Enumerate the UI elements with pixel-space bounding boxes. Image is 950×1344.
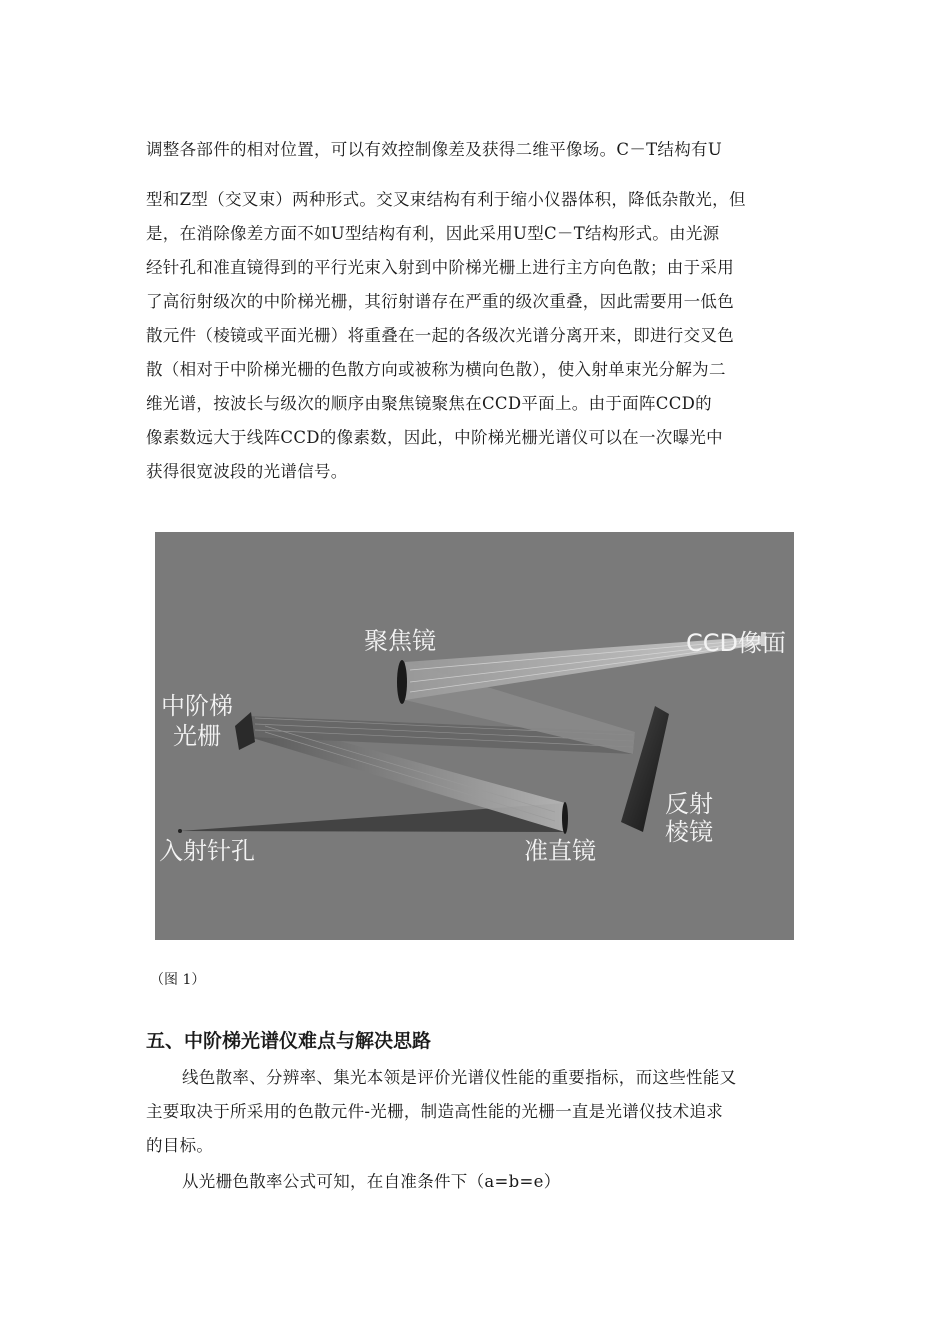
text-line: 了高衍射级次的中阶梯光栅，其衍射谱存在严重的级次重叠，因此需要用一低色: [146, 292, 734, 311]
collimator-element: [562, 802, 568, 834]
reflecting-prism-element: [621, 706, 669, 832]
label-ccd-plane: CCD像面: [686, 629, 786, 657]
label-echelle-line2: 光栅: [173, 722, 221, 750]
paragraph-1: [146, 133, 808, 167]
optical-layout-svg: [155, 532, 794, 940]
paragraph-2: [146, 183, 808, 489]
text-line: 获得很宽波段的光谱信号。: [146, 462, 348, 481]
text-line: 散元件（棱镜或平面光栅）将重叠在一起的各级次光谱分离开来，即进行交叉色: [146, 326, 734, 345]
focusing-mirror-element: [397, 660, 407, 704]
label-entrance-pinhole: 入射针孔: [159, 837, 255, 865]
label-prism-line1: 反射: [665, 790, 713, 818]
text-line: 经针孔和准直镜得到的平行光束入射到中阶梯光栅上进行主方向色散；由于采用: [146, 258, 734, 277]
text-line: 从光栅色散率公式可知，在自准条件下（a=b=e）: [182, 1172, 561, 1191]
label-collimator: 准直镜: [524, 837, 596, 865]
label-prism-line2: 棱镜: [665, 818, 713, 846]
text-line: 像素数远大于线阵CCD的像素数，因此，中阶梯光栅光谱仪可以在一次曝光中: [146, 428, 723, 447]
text-line: 主要取决于所采用的色散元件-光栅，制造高性能的光栅一直是光谱仪技术追求: [146, 1102, 724, 1121]
text-line: 线色散率、分辨率、集光本领是评价光谱仪性能的重要指标，而这些性能又: [182, 1068, 737, 1087]
text-line: 散（相对于中阶梯光栅的色散方向或被称为横向色散），使入射单束光分解为二: [146, 360, 726, 379]
text-line: 是，在消除像差方面不如U型结构有利，因此采用U型C－T结构形式。由光源: [146, 224, 720, 243]
label-focusing-mirror: 聚焦镜: [364, 627, 436, 655]
section-heading: 五、中阶梯光谱仪难点与解决思路: [146, 1030, 432, 1052]
text-line: 的目标。: [146, 1136, 214, 1155]
paragraph-3: [146, 1061, 808, 1163]
figure-caption: （图 1）: [150, 972, 206, 988]
text-line: 维光谱，按波长与级次的顺序由聚焦镜聚焦在CCD平面上。由于面阵CCD的: [146, 394, 712, 413]
text-line: 调整各部件的相对位置，可以有效控制像差及获得二维平像场。C－T结构有U: [146, 140, 723, 159]
pinhole-element: [178, 829, 182, 833]
label-echelle-line1: 中阶梯: [161, 692, 233, 720]
paragraph-4: [146, 1165, 808, 1199]
spectrometer-diagram: [155, 532, 794, 940]
text-line: 型和Z型（交叉束）两种形式。交叉束结构有利于缩小仪器体积，降低杂散光，但: [146, 190, 746, 209]
